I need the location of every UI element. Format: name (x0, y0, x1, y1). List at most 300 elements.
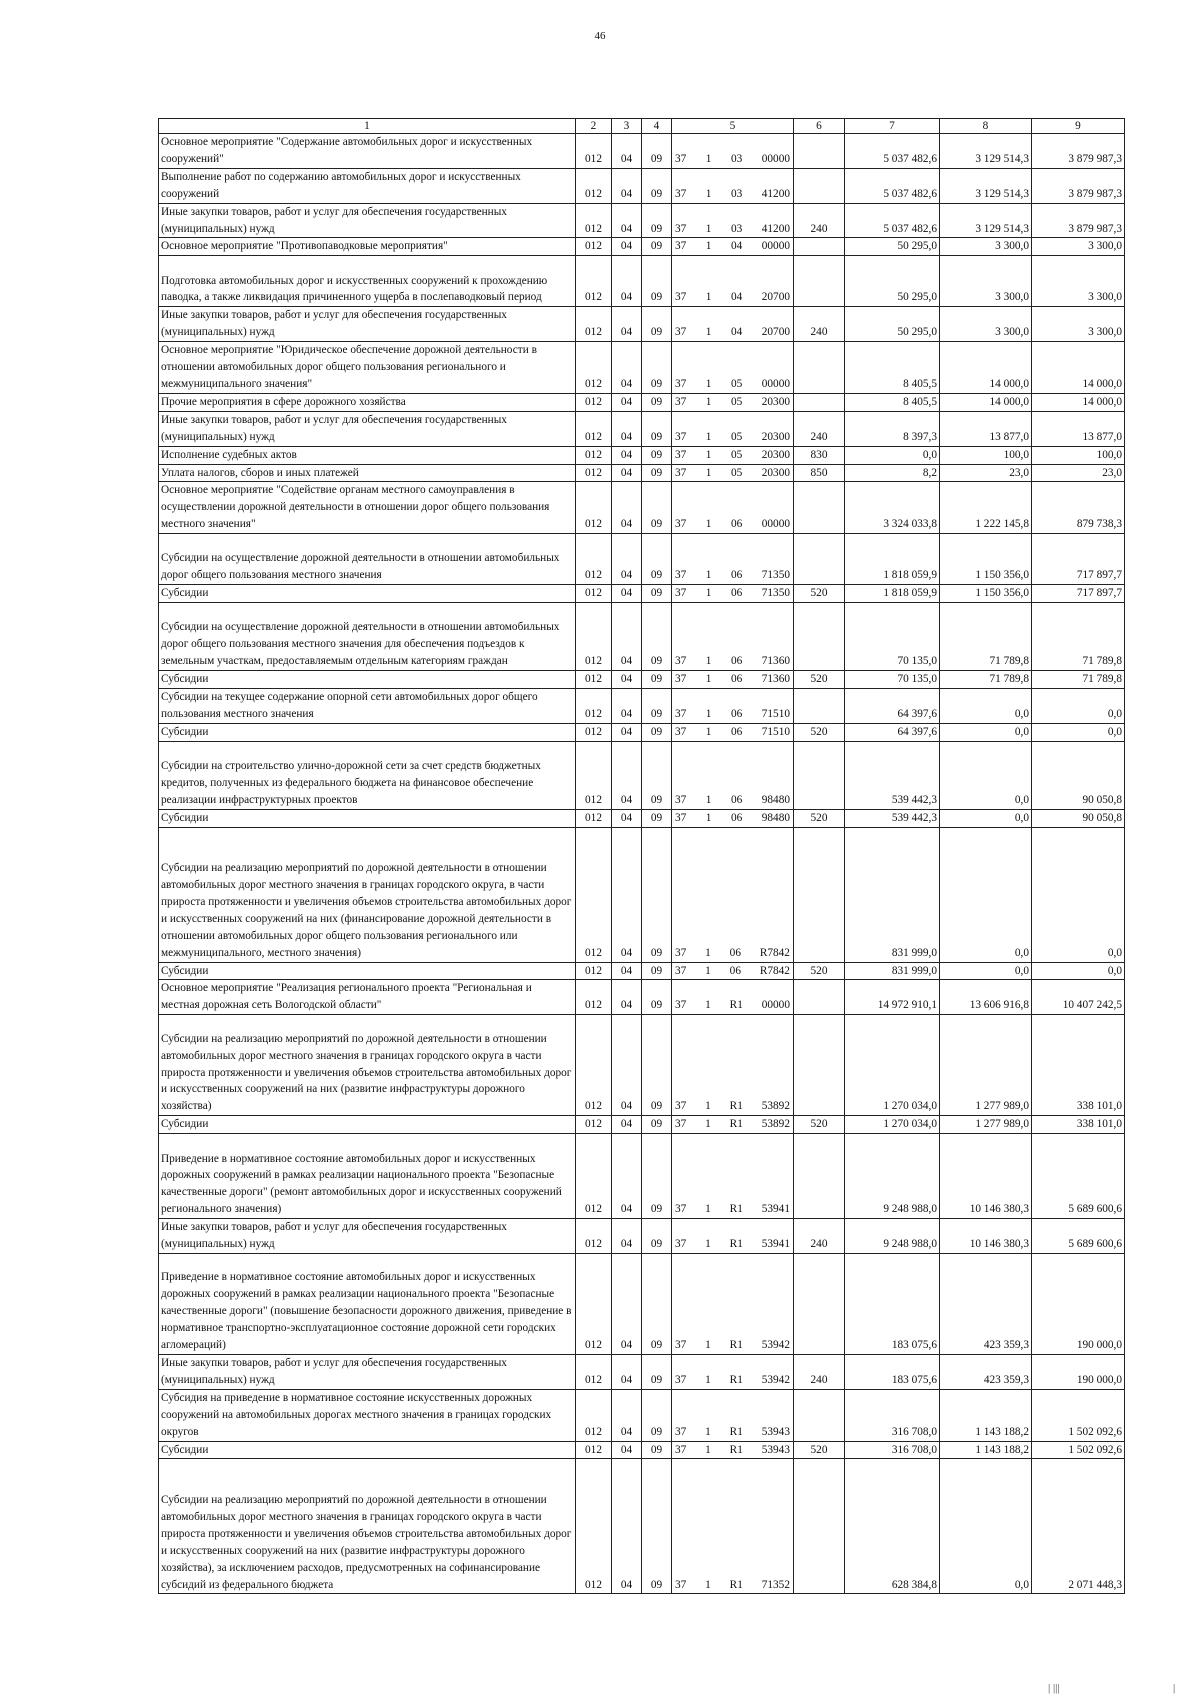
amount-col-8: 1 143 188,2 (940, 1389, 1032, 1441)
code-part: R1 (729, 1425, 743, 1438)
header-cell: 7 (845, 119, 940, 134)
expense-type (794, 134, 845, 169)
row-name: Субсидии на реализацию мероприятий по дорожной деятельности в отношении автомобильных дорог местного значения в границах городского округа, в части прироста протяженности и увеличения объемов строительства автомобильных дорог и искусственных сооружений на них (финансирование дорожной деятельности в отношении автомобильных дорог общего пользования регионального или межмуниципального, местного значения) (159, 827, 576, 962)
expense-type (794, 603, 845, 671)
code-admin: 012 (576, 393, 612, 411)
code-part: 1 (705, 673, 712, 686)
table-row (159, 134, 1125, 169)
row-name: Субсидии на реализацию мероприятий по дорожной деятельности в отношении автомобильных дорог местного значения в границах городского округа в части прироста протяженности и увеличения объемов строительства автомобильных дорог и искусственных сооружений на них (развитие инфраструктуры дорожного хозяйства) (159, 1015, 576, 1116)
table-row (159, 585, 1125, 603)
code-part: R1 (729, 1100, 743, 1113)
table-row (159, 809, 1125, 827)
amount-col-9: 71 789,8 (1032, 671, 1125, 689)
code-part: 53941 (761, 1238, 790, 1251)
table-row (159, 1134, 1125, 1219)
code-part: 37 (675, 1203, 687, 1216)
code-section: 04 (612, 307, 642, 342)
code-section: 04 (612, 962, 642, 980)
amount-col-7: 0,0 (845, 446, 940, 464)
amount-col-7: 539 442,3 (845, 741, 940, 809)
target-article-code (672, 1116, 794, 1134)
row-name: Иные закупки товаров, работ и услуг для обеспечения государственных (муниципальных) нужд (159, 203, 576, 238)
code-admin: 012 (576, 446, 612, 464)
code-subsection: 09 (642, 134, 672, 169)
code-admin: 012 (576, 342, 612, 394)
code-subsection: 09 (642, 962, 672, 980)
expense-type: 240 (794, 1219, 845, 1254)
code-part: 1 (705, 430, 712, 443)
code-admin: 012 (576, 585, 612, 603)
code-section: 04 (612, 1254, 642, 1355)
expense-type: 240 (794, 203, 845, 238)
target-article-code (672, 741, 794, 809)
expense-type (794, 1254, 845, 1355)
amount-col-9: 90 050,8 (1032, 809, 1125, 827)
header-cell: 4 (642, 119, 672, 134)
row-name: Субсидии на осуществление дорожной деятельности в отношении автомобильных дорог общего пользования местного значения (159, 534, 576, 585)
amount-col-8: 3 300,0 (940, 307, 1032, 342)
code-part: 00000 (761, 152, 790, 165)
row-name: Иные закупки товаров, работ и услуг для обеспечения государственных (муниципальных) нужд (159, 1355, 576, 1390)
code-part: 1 (705, 946, 711, 959)
code-part: 06 (730, 673, 743, 686)
code-section: 04 (612, 603, 642, 671)
code-admin: 012 (576, 1459, 612, 1594)
amount-col-9: 338 101,0 (1032, 1116, 1125, 1134)
amount-col-7: 539 442,3 (845, 809, 940, 827)
amount-col-7: 70 135,0 (845, 603, 940, 671)
code-admin: 012 (576, 482, 612, 534)
code-part: 37 (675, 1118, 687, 1131)
code-section: 04 (612, 168, 642, 203)
footer-mark-right: | (1173, 1682, 1176, 1694)
code-section: 04 (612, 256, 642, 307)
code-part: 1 (705, 1578, 711, 1591)
row-name: Субсидии (159, 671, 576, 689)
target-article-code (672, 962, 794, 980)
code-part: 37 (675, 222, 687, 235)
code-part: 71352 (761, 1578, 790, 1591)
row-name: Подготовка автомобильных дорог и искусственных сооружений к прохождению паводка, а также ликвидация причиненного ущерба в послепаводковый период (159, 256, 576, 307)
amount-col-9: 0,0 (1032, 688, 1125, 723)
target-article-code (672, 585, 794, 603)
code-subsection: 09 (642, 1134, 672, 1219)
code-part: 05 (730, 430, 743, 443)
target-article-code (672, 980, 794, 1015)
code-part: R1 (729, 1339, 743, 1352)
code-subsection: 09 (642, 342, 672, 394)
expense-type: 520 (794, 723, 845, 741)
row-name: Субсидии (159, 585, 576, 603)
code-part: 06 (729, 964, 741, 977)
code-admin: 012 (576, 307, 612, 342)
expense-type: 830 (794, 446, 845, 464)
expense-type (794, 980, 845, 1015)
row-name: Основное мероприятие "Содержание автомобильных дорог и искусственных сооружений" (159, 134, 576, 169)
code-admin: 012 (576, 962, 612, 980)
target-article-code (672, 1219, 794, 1254)
target-article-code (672, 168, 794, 203)
expense-type: 520 (794, 809, 845, 827)
target-article-code (672, 1441, 794, 1459)
amount-col-8: 3 300,0 (940, 256, 1032, 307)
amount-col-9: 14 000,0 (1032, 342, 1125, 394)
expense-type (794, 1459, 845, 1594)
code-admin: 012 (576, 723, 612, 741)
code-admin: 012 (576, 464, 612, 482)
amount-col-7: 831 999,0 (845, 827, 940, 962)
table-row (159, 307, 1125, 342)
code-part: 37 (675, 1578, 687, 1591)
code-part: 37 (675, 725, 687, 738)
target-article-code (672, 342, 794, 394)
code-part: 05 (730, 377, 743, 390)
amount-col-8: 1 277 989,0 (940, 1116, 1032, 1134)
code-admin: 012 (576, 1254, 612, 1355)
amount-col-8: 1 277 989,0 (940, 1015, 1032, 1116)
code-section: 04 (612, 482, 642, 534)
code-part: R1 (729, 1373, 743, 1386)
code-part: 53942 (761, 1373, 790, 1386)
code-part: 41200 (761, 187, 790, 200)
code-section: 04 (612, 827, 642, 962)
amount-col-8: 0,0 (940, 827, 1032, 962)
amount-col-9: 717 897,7 (1032, 534, 1125, 585)
amount-col-7: 3 324 033,8 (845, 482, 940, 534)
code-part: 06 (730, 587, 743, 600)
code-part: 1 (705, 466, 712, 479)
code-part: 37 (675, 152, 687, 165)
code-subsection: 09 (642, 1116, 672, 1134)
code-part: 1 (705, 377, 712, 390)
table-row (159, 342, 1125, 394)
amount-col-7: 1 270 034,0 (845, 1116, 940, 1134)
table-row (159, 1254, 1125, 1355)
code-admin: 012 (576, 1134, 612, 1219)
expense-type (794, 238, 845, 256)
code-part: R7842 (759, 964, 790, 977)
code-part: R1 (729, 1443, 743, 1456)
code-admin: 012 (576, 809, 612, 827)
amount-col-8: 0,0 (940, 723, 1032, 741)
code-subsection: 09 (642, 671, 672, 689)
amount-col-7: 5 037 482,6 (845, 168, 940, 203)
expense-type (794, 393, 845, 411)
code-part: 37 (675, 793, 687, 806)
table-row (159, 723, 1125, 741)
code-section: 04 (612, 1441, 642, 1459)
code-section: 04 (612, 411, 642, 446)
code-part: 05 (730, 395, 743, 408)
code-part: 1 (705, 240, 712, 253)
code-part: 20700 (761, 326, 790, 339)
code-part: 37 (675, 518, 687, 531)
amount-col-7: 64 397,6 (845, 688, 940, 723)
expense-type (794, 1134, 845, 1219)
table-header-row (159, 119, 1125, 134)
table-row (159, 1389, 1125, 1441)
code-part: 37 (675, 291, 687, 304)
code-part: 37 (675, 999, 687, 1012)
code-section: 04 (612, 1459, 642, 1594)
code-part: 20300 (761, 448, 790, 461)
table-row (159, 256, 1125, 307)
row-name: Основное мероприятие "Юридическое обеспечение дорожной деятельности в отношении автомобильных дорог общего пользования регионального и межмуниципального значения" (159, 342, 576, 394)
amount-col-9: 14 000,0 (1032, 393, 1125, 411)
footer-mark: | ||| (1048, 1682, 1060, 1694)
row-name: Выполнение работ по содержанию автомобильных дорог и искусственных сооружений (159, 168, 576, 203)
row-name: Субсидия на приведение в нормативное состояние искусственных дорожных сооружений на автомобильных дорогах местного значения в границах городских округов (159, 1389, 576, 1441)
amount-col-9: 71 789,8 (1032, 603, 1125, 671)
code-subsection: 09 (642, 741, 672, 809)
expense-type: 240 (794, 1355, 845, 1390)
amount-col-7: 8 405,5 (845, 342, 940, 394)
table-row (159, 1355, 1125, 1390)
code-section: 04 (612, 671, 642, 689)
amount-col-8: 3 129 514,3 (940, 168, 1032, 203)
code-admin: 012 (576, 741, 612, 809)
code-subsection: 09 (642, 603, 672, 671)
target-article-code (672, 723, 794, 741)
code-part: 1 (705, 793, 712, 806)
row-name: Субсидии (159, 1116, 576, 1134)
code-part: 53942 (761, 1339, 790, 1352)
code-part: 05 (730, 448, 743, 461)
row-name: Иные закупки товаров, работ и услуг для обеспечения государственных (муниципальных) нужд (159, 1219, 576, 1254)
header-cell: 5 (672, 119, 794, 134)
code-part: 1 (705, 222, 712, 235)
code-subsection: 09 (642, 1015, 672, 1116)
expense-type (794, 1015, 845, 1116)
code-part: 37 (675, 673, 687, 686)
table-row (159, 980, 1125, 1015)
expense-type (794, 256, 845, 307)
code-section: 04 (612, 1355, 642, 1390)
target-article-code (672, 393, 794, 411)
table-row (159, 464, 1125, 482)
code-part: 98480 (761, 793, 790, 806)
amount-col-9: 0,0 (1032, 962, 1125, 980)
code-admin: 012 (576, 1015, 612, 1116)
code-part: 71510 (761, 707, 790, 720)
code-part: R1 (729, 999, 743, 1012)
row-name: Иные закупки товаров, работ и услуг для обеспечения государственных (муниципальных) нужд (159, 307, 576, 342)
table-row (159, 238, 1125, 256)
amount-col-8: 14 000,0 (940, 393, 1032, 411)
code-admin: 012 (576, 980, 612, 1015)
amount-col-7: 628 384,8 (845, 1459, 940, 1594)
code-subsection: 09 (642, 238, 672, 256)
code-admin: 012 (576, 1219, 612, 1254)
code-part: 1 (705, 448, 712, 461)
target-article-code (672, 1459, 794, 1594)
amount-col-9: 10 407 242,5 (1032, 980, 1125, 1015)
target-article-code (672, 411, 794, 446)
code-subsection: 09 (642, 1219, 672, 1254)
amount-col-7: 316 708,0 (845, 1389, 940, 1441)
amount-col-8: 0,0 (940, 809, 1032, 827)
amount-col-8: 1 143 188,2 (940, 1441, 1032, 1459)
code-part: 04 (730, 326, 743, 339)
code-part: 37 (675, 326, 687, 339)
amount-col-7: 1 818 059,9 (845, 585, 940, 603)
table-row (159, 446, 1125, 464)
amount-col-9: 13 877,0 (1032, 411, 1125, 446)
code-subsection: 09 (642, 723, 672, 741)
amount-col-8: 100,0 (940, 446, 1032, 464)
expense-type: 520 (794, 1441, 845, 1459)
code-part: 06 (730, 811, 743, 824)
code-admin: 012 (576, 203, 612, 238)
code-subsection: 09 (642, 256, 672, 307)
code-part: 71350 (761, 587, 790, 600)
code-section: 04 (612, 741, 642, 809)
amount-col-9: 338 101,0 (1032, 1015, 1125, 1116)
code-section: 04 (612, 534, 642, 585)
code-part: 37 (675, 569, 687, 582)
amount-col-7: 70 135,0 (845, 671, 940, 689)
amount-col-8: 3 129 514,3 (940, 203, 1032, 238)
code-part: 00000 (761, 999, 790, 1012)
table-row (159, 1219, 1125, 1254)
amount-col-9: 1 502 092,6 (1032, 1389, 1125, 1441)
table-row (159, 393, 1125, 411)
row-name: Исполнение судебных актов (159, 446, 576, 464)
code-part: 20300 (761, 430, 790, 443)
code-subsection: 09 (642, 1389, 672, 1441)
expense-type (794, 342, 845, 394)
expense-type (794, 688, 845, 723)
amount-col-8: 14 000,0 (940, 342, 1032, 394)
code-part: 1 (705, 964, 711, 977)
code-part: 53892 (761, 1118, 790, 1131)
code-section: 04 (612, 464, 642, 482)
code-subsection: 09 (642, 809, 672, 827)
table-row (159, 1116, 1125, 1134)
code-part: 1 (705, 187, 712, 200)
code-part: 37 (675, 240, 687, 253)
table-row (159, 741, 1125, 809)
amount-col-7: 8,2 (845, 464, 940, 482)
code-subsection: 09 (642, 1355, 672, 1390)
code-subsection: 09 (642, 980, 672, 1015)
code-part: 06 (730, 569, 743, 582)
code-part: 04 (730, 240, 743, 253)
amount-col-8: 71 789,8 (940, 603, 1032, 671)
code-part: 37 (675, 587, 687, 600)
code-part: 20300 (761, 395, 790, 408)
expense-type (794, 827, 845, 962)
amount-col-9: 3 879 987,3 (1032, 203, 1125, 238)
target-article-code (672, 603, 794, 671)
expense-type: 520 (794, 671, 845, 689)
code-subsection: 09 (642, 1441, 672, 1459)
budget-table (158, 118, 1125, 1594)
table-row (159, 962, 1125, 980)
row-name: Приведение в нормативное состояние автомобильных дорог и искусственных дорожных сооружений в рамках реализации национального проекта "Безопасные качественные дороги" (повышение безопасности дорожного движения, приведение в нормативное транспортно-эксплуатационное состояние дорожной сети городских агломераций) (159, 1254, 576, 1355)
target-article-code (672, 671, 794, 689)
table-row (159, 168, 1125, 203)
row-name: Субсидии (159, 1441, 576, 1459)
row-name: Приведение в нормативное состояние автомобильных дорог и искусственных дорожных сооружений в рамках реализации национального проекта "Безопасные качественные дороги" (ремонт автомобильных дорог и искусственных сооружений регионального значения) (159, 1134, 576, 1219)
amount-col-8: 1 150 356,0 (940, 585, 1032, 603)
table-row (159, 203, 1125, 238)
target-article-code (672, 482, 794, 534)
target-article-code (672, 307, 794, 342)
target-article-code (672, 464, 794, 482)
code-part: 37 (675, 811, 687, 824)
row-name: Основное мероприятие "Противопаводковые мероприятия" (159, 238, 576, 256)
amount-col-7: 9 248 988,0 (845, 1134, 940, 1219)
expense-type (794, 741, 845, 809)
target-article-code (672, 827, 794, 962)
amount-col-8: 0,0 (940, 741, 1032, 809)
code-admin: 012 (576, 688, 612, 723)
code-admin: 012 (576, 827, 612, 962)
code-part: 98480 (761, 811, 790, 824)
code-part: 20700 (761, 291, 790, 304)
amount-col-9: 0,0 (1032, 827, 1125, 962)
expense-type: 240 (794, 411, 845, 446)
code-part: 53943 (761, 1425, 790, 1438)
amount-col-8: 1 222 145,8 (940, 482, 1032, 534)
row-name: Субсидии (159, 723, 576, 741)
code-section: 04 (612, 688, 642, 723)
amount-col-9: 3 300,0 (1032, 307, 1125, 342)
code-part: 1 (705, 725, 712, 738)
code-part: 37 (675, 395, 687, 408)
amount-col-8: 3 300,0 (940, 238, 1032, 256)
amount-col-9: 0,0 (1032, 723, 1125, 741)
code-part: 03 (730, 222, 743, 235)
amount-col-7: 5 037 482,6 (845, 203, 940, 238)
code-subsection: 09 (642, 446, 672, 464)
code-subsection: 09 (642, 411, 672, 446)
amount-col-8: 0,0 (940, 688, 1032, 723)
code-admin: 012 (576, 1441, 612, 1459)
code-part: 71350 (761, 569, 790, 582)
amount-col-7: 183 075,6 (845, 1254, 940, 1355)
code-admin: 012 (576, 1116, 612, 1134)
code-admin: 012 (576, 168, 612, 203)
code-part: 37 (675, 1373, 687, 1386)
table-row (159, 1459, 1125, 1594)
row-name: Уплата налогов, сборов и иных платежей (159, 464, 576, 482)
code-part: 37 (675, 430, 687, 443)
code-part: 53943 (761, 1443, 790, 1456)
code-part: 1 (705, 587, 712, 600)
code-subsection: 09 (642, 585, 672, 603)
code-part: R1 (729, 1238, 743, 1251)
code-part: 41200 (761, 222, 790, 235)
code-part: 71360 (761, 673, 790, 686)
code-part: 06 (730, 725, 743, 738)
amount-col-9: 3 300,0 (1032, 238, 1125, 256)
code-subsection: 09 (642, 534, 672, 585)
target-article-code (672, 534, 794, 585)
amount-col-9: 1 502 092,6 (1032, 1441, 1125, 1459)
target-article-code (672, 809, 794, 827)
amount-col-7: 50 295,0 (845, 307, 940, 342)
code-part: 04 (730, 291, 743, 304)
code-admin: 012 (576, 134, 612, 169)
amount-col-8: 423 359,3 (940, 1355, 1032, 1390)
table-row (159, 1015, 1125, 1116)
target-article-code (672, 688, 794, 723)
code-section: 04 (612, 1389, 642, 1441)
code-part: 20300 (761, 466, 790, 479)
target-article-code (672, 1355, 794, 1390)
